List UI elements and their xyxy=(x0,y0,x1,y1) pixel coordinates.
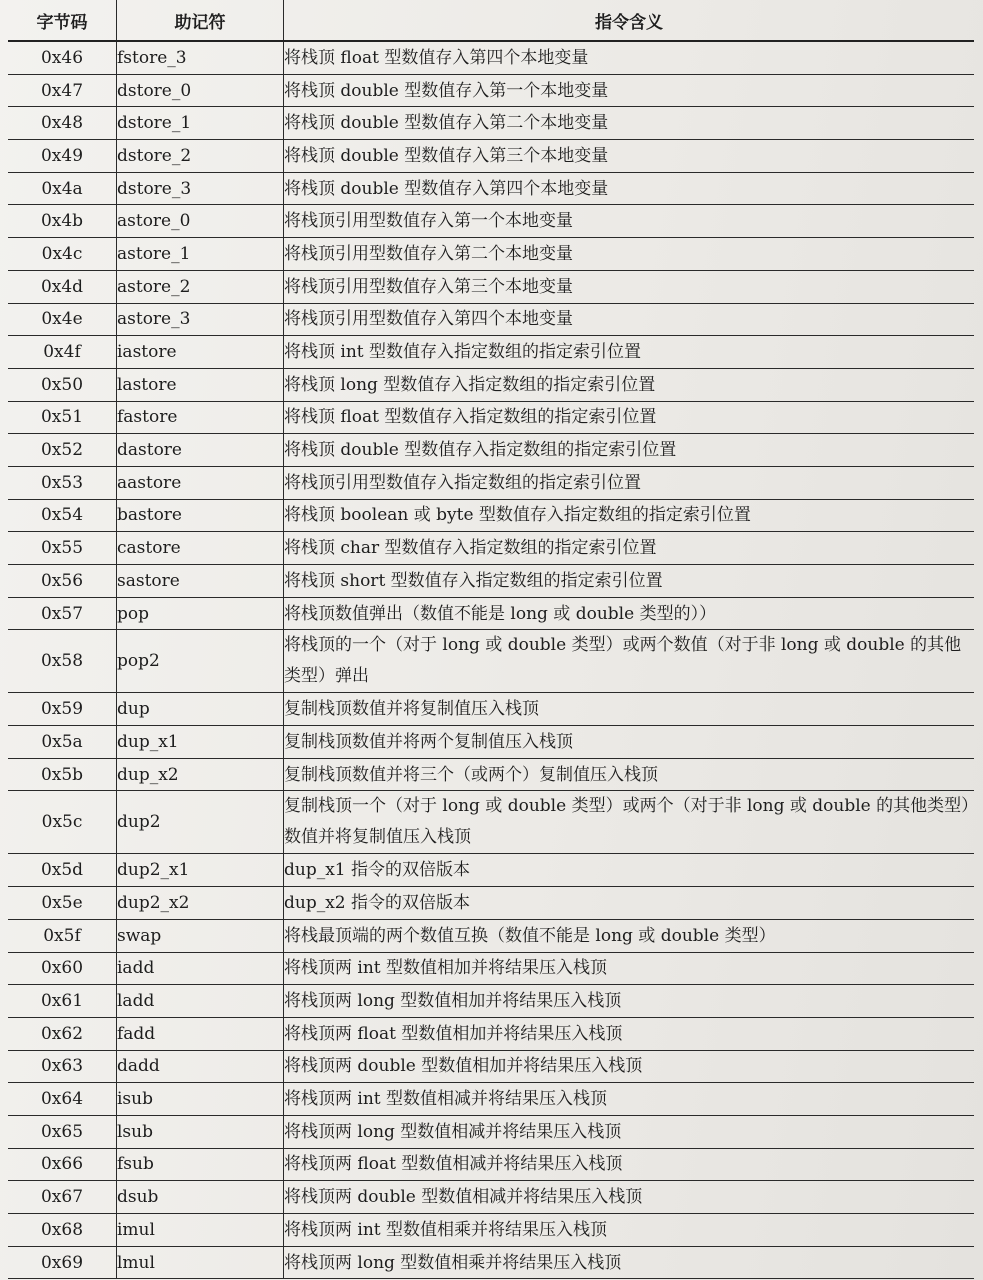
mnemonic-cell: astore_1 xyxy=(117,238,284,271)
mnemonic-cell: dadd xyxy=(117,1050,284,1083)
mnemonic-cell: dup2_x2 xyxy=(117,887,284,920)
meaning-cell: 将栈顶引用型数值存入第三个本地变量 xyxy=(284,270,975,303)
meaning-cell: 将栈顶 float 型数值存入第四个本地变量 xyxy=(284,41,975,74)
mnemonic-cell: dsub xyxy=(117,1181,284,1214)
mnemonic-cell: dstore_1 xyxy=(117,107,284,140)
table-row xyxy=(8,791,974,854)
meaning-cell: 复制栈顶数值并将三个（或两个）复制值压入栈顶 xyxy=(284,758,975,791)
table-row xyxy=(8,952,974,985)
table-row xyxy=(8,532,974,565)
mnemonic-cell: fadd xyxy=(117,1017,284,1050)
mnemonic-cell: castore xyxy=(117,532,284,565)
table-row xyxy=(8,919,974,952)
bytecode-cell: 0x4b xyxy=(8,205,117,238)
bytecode-cell: 0x5f xyxy=(8,919,117,952)
meaning-cell: 将栈顶两 int 型数值相乘并将结果压入栈顶 xyxy=(284,1214,975,1247)
bytecode-cell: 0x4c xyxy=(8,238,117,271)
mnemonic-cell: iadd xyxy=(117,952,284,985)
bytecode-cell: 0x4f xyxy=(8,336,117,369)
meaning-cell: 将栈顶 char 型数值存入指定数组的指定索引位置 xyxy=(284,532,975,565)
bytecode-cell: 0x56 xyxy=(8,565,117,598)
bytecode-cell: 0x62 xyxy=(8,1017,117,1050)
meaning-cell: 将栈顶两 double 型数值相减并将结果压入栈顶 xyxy=(284,1181,975,1214)
bytecode-cell: 0x5e xyxy=(8,887,117,920)
mnemonic-cell: fstore_3 xyxy=(117,41,284,74)
mnemonic-cell: dup_x1 xyxy=(117,726,284,759)
mnemonic-cell: swap xyxy=(117,919,284,952)
table-row xyxy=(8,41,974,74)
table-row xyxy=(8,238,974,271)
mnemonic-cell: aastore xyxy=(117,466,284,499)
meaning-cell: 将栈顶数值弹出（数值不能是 long 或 double 类型的）） xyxy=(284,597,975,630)
column-header-bytecode: 字节码 xyxy=(8,0,117,41)
mnemonic-cell: lastore xyxy=(117,368,284,401)
meaning-cell: 将栈顶引用型数值存入第二个本地变量 xyxy=(284,238,975,271)
table-row xyxy=(8,630,974,693)
table-row xyxy=(8,597,974,630)
table-row xyxy=(8,270,974,303)
bytecode-cell: 0x69 xyxy=(8,1246,117,1279)
bytecode-cell: 0x59 xyxy=(8,693,117,726)
meaning-cell: 将栈顶 long 型数值存入指定数组的指定索引位置 xyxy=(284,368,975,401)
bytecode-cell: 0x63 xyxy=(8,1050,117,1083)
table-row xyxy=(8,726,974,759)
table-row xyxy=(8,1115,974,1148)
bytecode-cell: 0x68 xyxy=(8,1214,117,1247)
table-row xyxy=(8,107,974,140)
bytecode-instruction-table xyxy=(8,0,974,1279)
table-row xyxy=(8,74,974,107)
table-row xyxy=(8,368,974,401)
bytecode-cell: 0x67 xyxy=(8,1181,117,1214)
table-row xyxy=(8,887,974,920)
mnemonic-cell: bastore xyxy=(117,499,284,532)
table-row xyxy=(8,466,974,499)
mnemonic-cell: dstore_3 xyxy=(117,172,284,205)
bytecode-cell: 0x46 xyxy=(8,41,117,74)
table-row xyxy=(8,854,974,887)
mnemonic-cell: pop xyxy=(117,597,284,630)
bytecode-cell: 0x4e xyxy=(8,303,117,336)
table-row xyxy=(8,499,974,532)
meaning-cell: 将栈顶引用型数值存入第一个本地变量 xyxy=(284,205,975,238)
table-header xyxy=(8,0,974,41)
mnemonic-cell: dup2_x1 xyxy=(117,854,284,887)
meaning-cell: 将栈最顶端的两个数值互换（数值不能是 long 或 double 类型） xyxy=(284,919,975,952)
meaning-cell: 将栈顶两 long 型数值相乘并将结果压入栈顶 xyxy=(284,1246,975,1279)
bytecode-cell: 0x5d xyxy=(8,854,117,887)
mnemonic-cell: lmul xyxy=(117,1246,284,1279)
bytecode-cell: 0x5c xyxy=(8,791,117,854)
mnemonic-cell: astore_2 xyxy=(117,270,284,303)
mnemonic-cell: dup2 xyxy=(117,791,284,854)
mnemonic-cell: dstore_2 xyxy=(117,140,284,173)
meaning-cell: 将栈顶 short 型数值存入指定数组的指定索引位置 xyxy=(284,565,975,598)
mnemonic-cell: imul xyxy=(117,1214,284,1247)
meaning-cell: 将栈顶两 long 型数值相加并将结果压入栈顶 xyxy=(284,985,975,1018)
table-row xyxy=(8,172,974,205)
bytecode-cell: 0x5a xyxy=(8,726,117,759)
mnemonic-cell: dup_x2 xyxy=(117,758,284,791)
mnemonic-cell: fastore xyxy=(117,401,284,434)
meaning-cell: dup_x2 指令的双倍版本 xyxy=(284,887,975,920)
meaning-cell: 复制栈顶数值并将两个复制值压入栈顶 xyxy=(284,726,975,759)
table-row xyxy=(8,1246,974,1279)
meaning-cell: 将栈顶 boolean 或 byte 型数值存入指定数组的指定索引位置 xyxy=(284,499,975,532)
table-row xyxy=(8,1181,974,1214)
meaning-cell: 将栈顶两 double 型数值相加并将结果压入栈顶 xyxy=(284,1050,975,1083)
bytecode-cell: 0x58 xyxy=(8,630,117,693)
meaning-cell: 将栈顶两 float 型数值相减并将结果压入栈顶 xyxy=(284,1148,975,1181)
table-row xyxy=(8,1050,974,1083)
mnemonic-cell: sastore xyxy=(117,565,284,598)
table-row xyxy=(8,758,974,791)
table-row xyxy=(8,565,974,598)
meaning-cell: 将栈顶两 float 型数值相加并将结果压入栈顶 xyxy=(284,1017,975,1050)
meaning-cell: 将栈顶两 long 型数值相减并将结果压入栈顶 xyxy=(284,1115,975,1148)
meaning-cell: 将栈顶两 int 型数值相加并将结果压入栈顶 xyxy=(284,952,975,985)
mnemonic-cell: astore_0 xyxy=(117,205,284,238)
column-header-meaning: 指令含义 xyxy=(284,0,975,41)
meaning-cell: 将栈顶 double 型数值存入第一个本地变量 xyxy=(284,74,975,107)
mnemonic-cell: ladd xyxy=(117,985,284,1018)
bytecode-cell: 0x55 xyxy=(8,532,117,565)
meaning-cell: 将栈顶 float 型数值存入指定数组的指定索引位置 xyxy=(284,401,975,434)
bytecode-cell: 0x60 xyxy=(8,952,117,985)
bytecode-cell: 0x53 xyxy=(8,466,117,499)
table-row xyxy=(8,1017,974,1050)
bytecode-cell: 0x65 xyxy=(8,1115,117,1148)
table-row xyxy=(8,1083,974,1116)
bytecode-cell: 0x51 xyxy=(8,401,117,434)
mnemonic-cell: pop2 xyxy=(117,630,284,693)
bytecode-cell: 0x4d xyxy=(8,270,117,303)
header-row xyxy=(8,0,974,41)
meaning-cell: 将栈顶 double 型数值存入第二个本地变量 xyxy=(284,107,975,140)
table-row xyxy=(8,140,974,173)
table-row xyxy=(8,401,974,434)
bytecode-cell: 0x4a xyxy=(8,172,117,205)
meaning-cell: 将栈顶引用型数值存入第四个本地变量 xyxy=(284,303,975,336)
meaning-cell: 将栈顶引用型数值存入指定数组的指定索引位置 xyxy=(284,466,975,499)
mnemonic-cell: dstore_0 xyxy=(117,74,284,107)
bytecode-cell: 0x54 xyxy=(8,499,117,532)
mnemonic-cell: fsub xyxy=(117,1148,284,1181)
bytecode-cell: 0x66 xyxy=(8,1148,117,1181)
meaning-cell: 将栈顶两 int 型数值相减并将结果压入栈顶 xyxy=(284,1083,975,1116)
mnemonic-cell: dup xyxy=(117,693,284,726)
table-row xyxy=(8,1214,974,1247)
table-row xyxy=(8,205,974,238)
bytecode-cell: 0x5b xyxy=(8,758,117,791)
mnemonic-cell: isub xyxy=(117,1083,284,1116)
bytecode-cell: 0x47 xyxy=(8,74,117,107)
bytecode-cell: 0x52 xyxy=(8,434,117,467)
table-row xyxy=(8,434,974,467)
meaning-cell: 将栈顶 double 型数值存入指定数组的指定索引位置 xyxy=(284,434,975,467)
table-row xyxy=(8,303,974,336)
bytecode-cell: 0x57 xyxy=(8,597,117,630)
table-row xyxy=(8,985,974,1018)
bytecode-cell: 0x49 xyxy=(8,140,117,173)
meaning-cell: 将栈顶的一个（对于 long 或 double 类型）或两个数值（对于非 long 或 double 的其他类型）弹出 xyxy=(284,630,975,693)
table-row xyxy=(8,1148,974,1181)
mnemonic-cell: lsub xyxy=(117,1115,284,1148)
meaning-cell: 将栈顶 double 型数值存入第四个本地变量 xyxy=(284,172,975,205)
bytecode-cell: 0x61 xyxy=(8,985,117,1018)
bytecode-cell: 0x50 xyxy=(8,368,117,401)
mnemonic-cell: dastore xyxy=(117,434,284,467)
bytecode-cell: 0x48 xyxy=(8,107,117,140)
mnemonic-cell: astore_3 xyxy=(117,303,284,336)
table-row xyxy=(8,336,974,369)
meaning-cell: dup_x1 指令的双倍版本 xyxy=(284,854,975,887)
meaning-cell: 将栈顶 int 型数值存入指定数组的指定索引位置 xyxy=(284,336,975,369)
mnemonic-cell: iastore xyxy=(117,336,284,369)
meaning-cell: 复制栈顶数值并将复制值压入栈顶 xyxy=(284,693,975,726)
meaning-cell: 将栈顶 double 型数值存入第三个本地变量 xyxy=(284,140,975,173)
column-header-mnemonic: 助记符 xyxy=(117,0,284,41)
table-body xyxy=(8,41,974,1279)
meaning-cell: 复制栈顶一个（对于 long 或 double 类型）或两个（对于非 long 或 double 的其他类型）数值并将复制值压入栈顶 xyxy=(284,791,975,854)
table-row xyxy=(8,693,974,726)
bytecode-cell: 0x64 xyxy=(8,1083,117,1116)
